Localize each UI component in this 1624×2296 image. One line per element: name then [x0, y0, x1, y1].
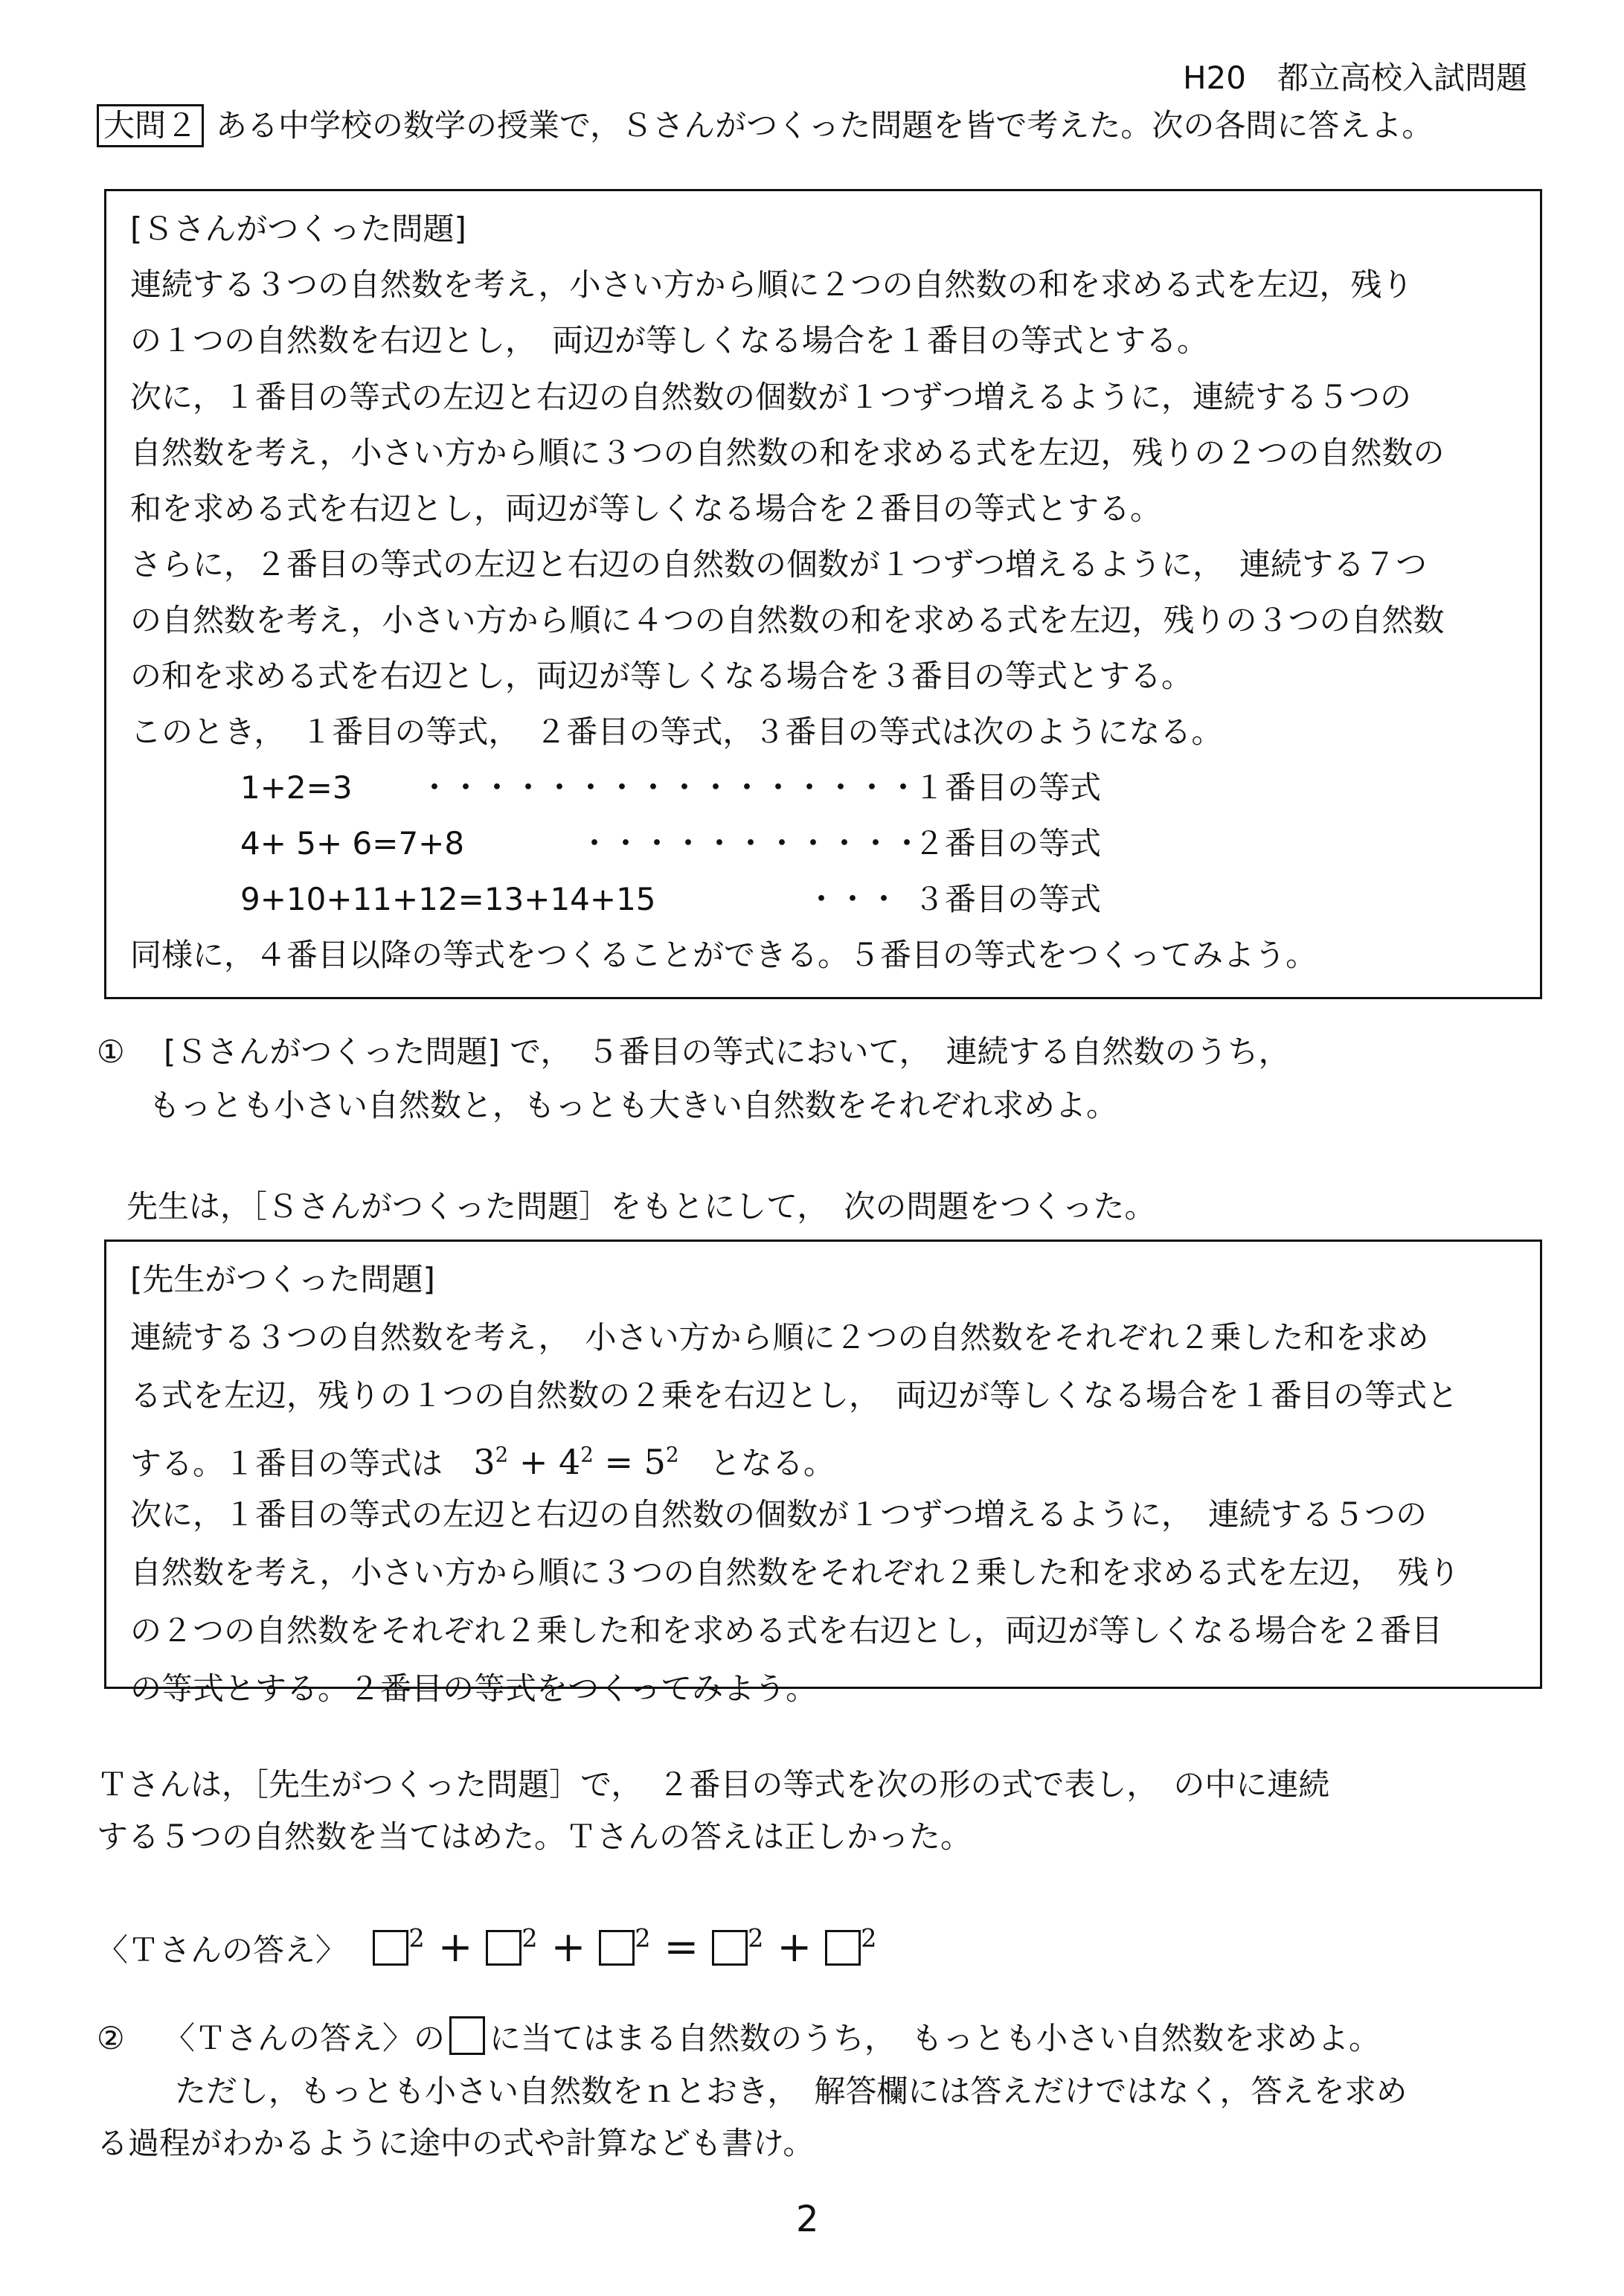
- s-problem-title: [Ｓさんがつくった問題]: [130, 211, 466, 247]
- teacher-problem-line-formula: [130, 1434, 835, 1485]
- s-problem-line: 次に，１番目の等式の左辺と右辺の自然数の個数が１つずつ増えるように，連続する５つの: [130, 379, 1412, 415]
- blank-box: [486, 1930, 521, 1966]
- equation-2-label: ２番目の等式: [914, 825, 1102, 862]
- equation-1-expr: 1+2=3: [240, 769, 353, 806]
- formula-suffix: となる。: [709, 1445, 835, 1482]
- t-answer: [97, 1912, 876, 1977]
- q2-number: ②: [97, 2020, 125, 2056]
- t-intro-line2: する５つの自然数を当てはめた。Ｔさんの答えは正しかった。: [97, 1818, 972, 1855]
- equation-3-label: ３番目の等式: [914, 881, 1102, 917]
- teacher-problem-line: 連続する３つの自然数を考え， 小さい方から順に２つの自然数をそれぞれ２乗した和を求め: [130, 1319, 1429, 1356]
- s-problem-line: の１つの自然数を右辺とし， 両辺が等しくなる場合を１番目の等式とする。: [130, 322, 1209, 359]
- pythagorean-formula: $3^2 + 4^2 = 5^2$: [473, 1442, 679, 1483]
- t-intro-line1: Ｔさんは，［先生がつくった問題］で， ２番目の等式を次の形の式で表し， の中に連続: [97, 1766, 1330, 1803]
- equation-2-expr: 4+ 5+ 6=7+8: [240, 825, 465, 862]
- q2-line2: ただし，もっとも小さい自然数をｎとおき， 解答欄には答えだけではなく，答えを求め: [175, 2073, 1408, 2109]
- teacher-problem-line: る式を左辺，残りの１つの自然数の２乗を右辺とし， 両辺が等しくなる場合を１番目の等式と: [130, 1377, 1459, 1414]
- page-number: 2: [796, 2199, 819, 2240]
- header-title: H20 都立高校入試問題: [1182, 60, 1527, 96]
- q2-line3: る過程がわかるように途中の式や計算なども書け。: [97, 2125, 815, 2161]
- q1-line1: [Ｓさんがつくった問題] で， ５番目の等式において， 連続する自然数のうち，: [164, 1033, 1290, 1070]
- teacher-problem-box: [104, 1240, 1542, 1707]
- question-intro: ある中学校の数学の授業で，Ｓさんがつくった問題を皆で考えた。次の各問に答えよ。: [216, 107, 1434, 144]
- s-problem-line: の自然数を考え，小さい方から順に４つの自然数の和を求める式を左辺，残りの３つの自然数: [130, 602, 1445, 638]
- t-answer-label: 〈Ｔさんの答え〉: [97, 1931, 347, 1969]
- equation-3-dots: ・・・: [806, 881, 900, 917]
- s-problem-line: このとき， １番目の等式， ２番目の等式，３番目の等式は次のようになる。: [130, 714, 1223, 750]
- s-problem-line: さらに，２番目の等式の左辺と右辺の自然数の個数が１つずつ増えるように， 連続する７つ: [130, 546, 1428, 583]
- blank-box: [712, 1930, 748, 1966]
- equation-2-dots: ・・・・・・・・・・・: [579, 825, 923, 862]
- blank-box: [825, 1930, 861, 1966]
- blank-box: [599, 1930, 635, 1966]
- blank-box: [449, 2016, 485, 2055]
- teacher-problem-line: の等式とする。２番目の等式をつくってみよう。: [130, 1670, 818, 1707]
- equation-3-expr: 9+10+11+12=13+14+15: [240, 881, 656, 917]
- q1-number: ①: [97, 1033, 125, 1070]
- teacher-intro: 先生は，［Ｓさんがつくった問題］をもとにして， 次の問題をつくった。: [126, 1188, 1156, 1225]
- t-answer-formula: $^2$ + $^2$ + $^2$ = $^2$ + $^2$: [373, 1923, 876, 1972]
- s-problem-line: の和を求める式を右辺とし，両辺が等しくなる場合を３番目の等式とする。: [130, 658, 1193, 694]
- equation-1-dots: ・・・・・・・・・・・・・・・・: [419, 769, 919, 806]
- equation-1-label: １番目の等式: [914, 769, 1102, 806]
- s-problem-line: 連続する３つの自然数を考え，小さい方から順に２つの自然数の和を求める式を左辺，残り: [130, 266, 1413, 303]
- question-label: 大問２: [97, 104, 204, 147]
- teacher-problem-title: [先生がつくった問題]: [130, 1261, 435, 1298]
- teacher-problem-line: の２つの自然数をそれぞれ２乗した和を求める式を右辺とし，両辺が等しくなる場合を２番目: [130, 1612, 1443, 1649]
- blank-box: [373, 1930, 408, 1966]
- q1-line2: もっとも小さい自然数と，もっとも大きい自然数をそれぞれ求めよ。: [149, 1087, 1118, 1123]
- teacher-problem-line: 次に，１番目の等式の左辺と右辺の自然数の個数が１つずつ増えるように， 連続する５つの: [130, 1496, 1428, 1533]
- s-problem-line: 自然数を考え，小さい方から順に３つの自然数の和を求める式を左辺，残りの２つの自然数の: [130, 434, 1445, 471]
- teacher-problem-line: 自然数を考え，小さい方から順に３つの自然数をそれぞれ２乗した和を求める式を左辺， 残り: [130, 1554, 1460, 1591]
- s-problem-closing: 同様に，４番目以降の等式をつくることができる。５番目の等式をつくってみよう。: [130, 937, 1318, 973]
- s-problem-line: 和を求める式を右辺とし，両辺が等しくなる場合を２番目の等式とする。: [130, 490, 1162, 527]
- formula-prefix: する。１番目の等式は: [130, 1445, 443, 1482]
- s-problem-box: [104, 189, 1542, 999]
- q2-line1: 〈Ｔさんの答え〉の に当てはまる自然数のうち， もっとも小さい自然数を求めよ。: [164, 2016, 1380, 2061]
